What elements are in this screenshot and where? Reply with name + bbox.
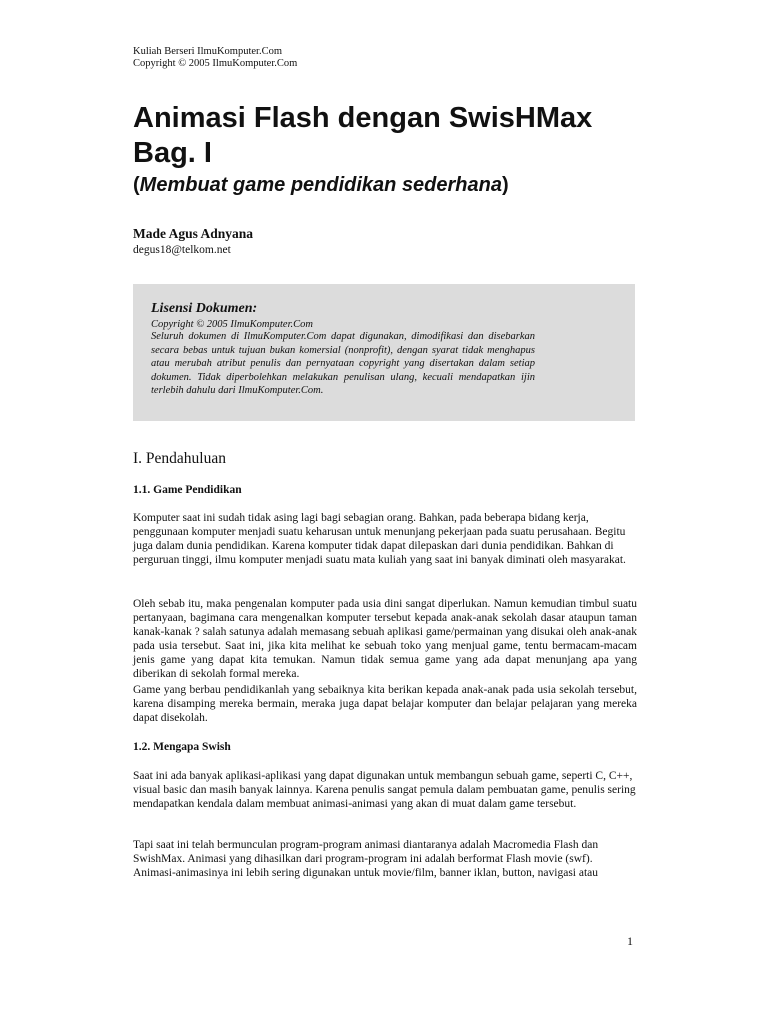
page-number: 1: [627, 934, 633, 948]
paragraph-komputer-intro: Komputer saat ini sudah tidak asing lagi bagi sebagian orang. Bahkan, pada beberapa bidang kerja, penggunaan komputer menjadi suatu keharusan untuk menunjang pekerjaan pada suatu perusahaan. Begitu juga dalam dunia pendidikan. Karena komputer tidak dapat dilepaskan dari dunia pendidikan. Bahkan di perguruan tinggi, ilmu komputer menjadi suatu mata kuliah yang saat ini banyak diminati oleh masyarakat.: [133, 512, 626, 566]
document-subtitle: [133, 172, 509, 198]
subtitle-open-paren: (: [133, 174, 140, 196]
section-heading-pendahuluan: I. Pendahuluan: [133, 450, 226, 467]
license-copyright: Copyright © 2005 IlmuKomputer.Com: [151, 319, 313, 330]
subtitle-text: Membuat game pendidikan sederhana: [139, 174, 502, 196]
paragraph-program-animasi: Tapi saat ini telah bermunculan program-program animasi diantaranya adalah Macromedia Flash dan SwishMax. Animasi yang dihasilkan dari program-program ini adalah berformat Flash movie (swf). Animasi-animasinya ini lebih sering digunakan untuk movie/film, banner iklan, button, navigasi atau: [133, 839, 599, 879]
paragraph-game-pendidikan: Game yang berbau pendidikanlah yang sebaiknya kita berikan kepada anak-anak pada usia sekolah tersebut, karena disamping mereka bermain, meraka juga dapat belajar komputer dan belajar pelajaran yang mereka dapat disekolah.: [133, 684, 637, 724]
license-box: [133, 284, 635, 421]
author-name: Made Agus Adnyana: [133, 226, 254, 241]
license-text: Seluruh dokumen di IlmuKomputer.Com dapat digunakan, dimodifikasi dan disebarkan secara bebas untuk tujuan bukan komersial (nonprofit), dengan syarat tidak menghapus atau merubah atribut penulis dan pernyataan copyright yang disertakan dalam setiap dokumen. Tidak diperbolehkan melakukan penulisan ulang, kecuali mendapatkan ijin terlebih dahulu dari IlmuKomputer.Com.: [151, 331, 535, 396]
header-course-line: Kuliah Berseri IlmuKomputer.Com: [133, 46, 283, 57]
license-title: Lisensi Dokumen:: [151, 301, 258, 316]
subsection-heading-mengapa-swish: 1.2. Mengapa Swish: [133, 741, 231, 753]
paragraph-pengenalan-komputer: Oleh sebab itu, maka pengenalan komputer pada usia dini sangat diperlukan. Namun kemudian timbul suatu pertanyaan, bagimana cara mengenalkan komputer tersebut kepada anak-anak sekolah dasar ataupun taman kanak-kanak ? salah satunya adalah memasang sebuah aplikasi game/permainan yang disukai oleh anak-anak pada usia tersebut. Saat ini, jika kita melihat ke sebuah toko yang menjual game, tentu bermacam-macam jenis game yang dapat kita temukan. Namun tidak semua game yang ada dapat menunjang apa yang diberikan di sekolah formal mereka.: [133, 598, 637, 680]
subsection-heading-game-pendidikan: 1.1. Game Pendidikan: [133, 484, 242, 496]
paragraph-aplikasi-game: Saat ini ada banyak aplikasi-aplikasi yang dapat digunakan untuk membangun sebuah game, seperti C, C++, visual basic dan masih banyak lainnya. Karena penulis sangat pemula dalam pembuatan game, penulis sering mendapatkan kendala dalam membuat animasi-animasi yang akan di muat dalam game tersebut.: [133, 770, 636, 810]
header-copyright-line: Copyright © 2005 IlmuKomputer.Com: [133, 58, 298, 69]
author-email: degus18@telkom.net: [133, 244, 231, 256]
subtitle-close-paren: ): [502, 174, 509, 196]
document-title: Animasi Flash dengan SwisHMax Bag. I: [133, 102, 593, 169]
